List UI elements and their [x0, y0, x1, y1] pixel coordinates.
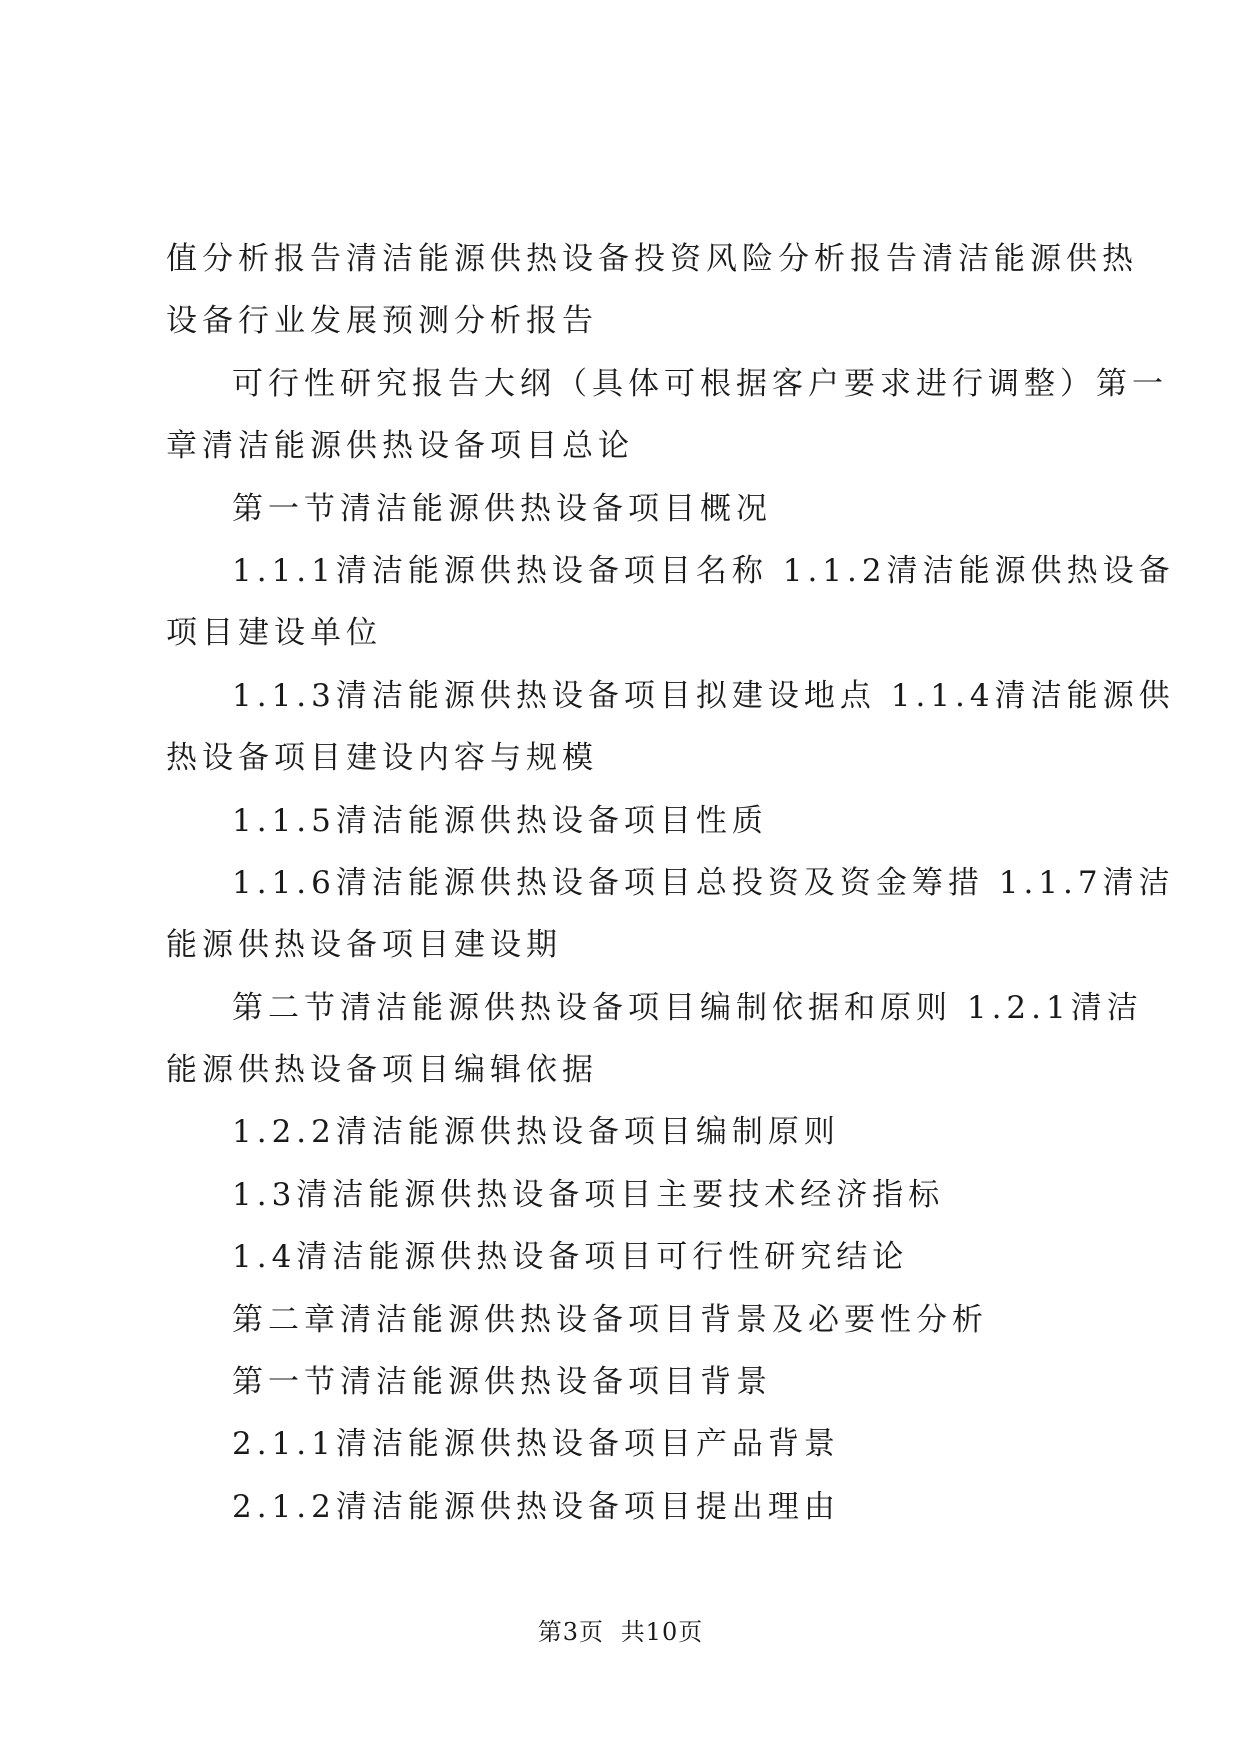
section-heading: 第二节清洁能源供热设备项目编制依据和原则 1.2.1清洁: [232, 989, 1143, 1026]
text-line: 1.2.2清洁能源供热设备项目编制原则: [232, 1114, 840, 1151]
text-line: 热设备项目建设内容与规模: [166, 740, 598, 777]
text-line: 章清洁能源供热设备项目总论: [166, 428, 634, 465]
text-line: 1.4清洁能源供热设备项目可行性研究结论: [232, 1239, 909, 1276]
section-heading: 第一节清洁能源供热设备项目概况: [232, 490, 772, 527]
text-line: 1.1.6清洁能源供热设备项目总投资及资金筹措 1.1.7清洁: [232, 864, 1175, 901]
text-line: 2.1.1清洁能源供热设备项目产品背景: [232, 1426, 840, 1463]
text-line: 能源供热设备项目编辑依据: [166, 1052, 598, 1089]
text-line: 1.1.3清洁能源供热设备项目拟建设地点 1.1.4清洁能源供: [232, 677, 1175, 714]
page-number: 第3页: [537, 1618, 605, 1646]
text-line: 可行性研究报告大纲（具体可根据客户要求进行调整）第一: [232, 365, 1168, 402]
text-line: 项目建设单位: [166, 615, 382, 652]
document-body: [166, 228, 1175, 1538]
text-line: 1.3清洁能源供热设备项目主要技术经济指标: [232, 1176, 945, 1213]
text-line: 设备行业发展预测分析报告: [166, 303, 598, 340]
text-line: 2.1.2清洁能源供热设备项目提出理由: [232, 1488, 840, 1525]
chapter-heading: 第二章清洁能源供热设备项目背景及必要性分析: [232, 1301, 988, 1338]
text-line: 值分析报告清洁能源供热设备投资风险分析报告清洁能源供热: [166, 241, 1138, 277]
text-line: 能源供热设备项目建设期: [166, 927, 562, 964]
page-footer: [0, 1612, 1241, 1647]
section-heading: 第一节清洁能源供热设备项目背景: [232, 1364, 772, 1401]
text-line: 1.1.1清洁能源供热设备项目名称 1.1.2清洁能源供热设备: [232, 552, 1175, 589]
text-line: 1.1.5清洁能源供热设备项目性质: [232, 802, 768, 839]
page-total: 共10页: [620, 1618, 704, 1646]
